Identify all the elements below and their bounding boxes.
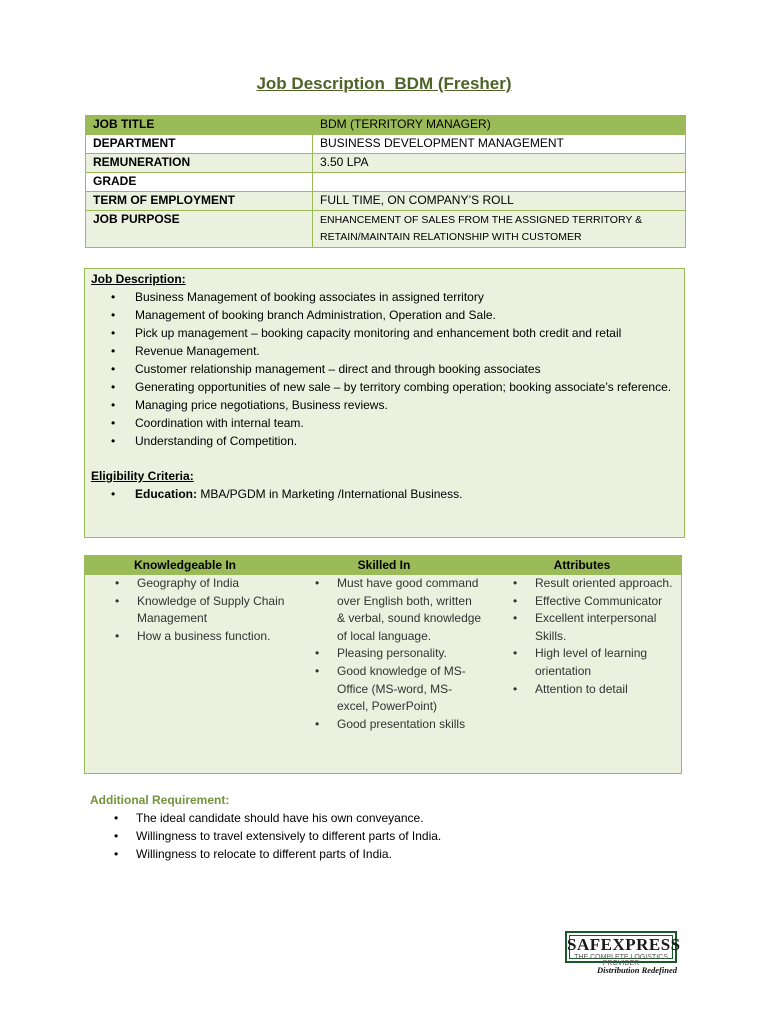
logo-tagline: THE COMPLETE LOGISTICS PROVIDER <box>574 954 668 967</box>
attributes-list <box>483 575 681 698</box>
info-value: BDM (TERRITORY MANAGER) <box>313 116 686 135</box>
job-description-box <box>84 268 685 538</box>
list-item: • Willingness to relocate to different parts of India. <box>90 845 690 863</box>
attributes-column <box>483 575 681 733</box>
knowledgeable-column <box>85 575 285 733</box>
table-row <box>86 154 686 173</box>
table-row <box>86 211 686 248</box>
list-item: • Management of booking branch Administration, Operation and Sale. <box>91 306 678 324</box>
table-row <box>86 192 686 211</box>
skilled-list <box>285 575 483 733</box>
skills-table-body <box>85 575 681 733</box>
list-item: • Generating opportunities of new sale – by territory combing operation; booking associate’s reference. <box>91 378 678 396</box>
info-value: 3.50 LPA <box>313 154 686 173</box>
job-description-heading: Job Description: <box>91 272 186 286</box>
info-value: ENHANCEMENT OF SALES FROM THE ASSIGNED TERRITORY & RETAIN/MAINTAIN RELATIONSHIP WITH CUSTOMER <box>313 211 686 248</box>
list-item: • Managing price negotiations, Business reviews. <box>91 396 678 414</box>
logo-box <box>565 931 681 967</box>
list-item: • Customer relationship management – direct and through booking associates <box>91 360 678 378</box>
skills-table <box>84 555 682 774</box>
list-item: • Understanding of Competition. <box>91 432 678 450</box>
info-key: JOB PURPOSE <box>86 211 313 248</box>
list-item: • Business Management of booking associates in assigned territory <box>91 288 678 306</box>
logo-wordmark: SAFEXPRESS <box>567 935 681 954</box>
job-description-list <box>91 288 678 450</box>
list-item <box>91 485 678 503</box>
list-item: • Good knowledge of MS-Office (MS-word, MS-excel, PowerPoint) <box>285 663 483 716</box>
knowledgeable-list <box>85 575 285 645</box>
list-item: • Attention to detail <box>483 681 681 699</box>
education-value: MBA/PGDM in Marketing /International Business. <box>197 487 463 501</box>
list-item: • The ideal candidate should have his own conveyance. <box>90 809 690 827</box>
info-key: JOB TITLE <box>86 116 313 135</box>
info-key: TERM OF EMPLOYMENT <box>86 192 313 211</box>
list-item: • Pick up management – booking capacity monitoring and enhancement both credit and retail <box>91 324 678 342</box>
list-item: • Good presentation skills <box>285 716 483 734</box>
table-row <box>86 173 686 192</box>
info-value <box>313 173 686 192</box>
skills-table-header <box>85 556 681 575</box>
header-skilled: Skilled In <box>357 558 411 572</box>
logo-slogan: Distribution Redefined <box>596 965 677 975</box>
eligibility-heading: Eligibility Criteria: <box>91 469 194 483</box>
safexpress-logo <box>565 931 681 975</box>
table-row <box>86 116 686 135</box>
header-knowledgeable: Knowledgeable In <box>133 558 236 572</box>
table-row <box>86 135 686 154</box>
additional-list <box>90 809 690 863</box>
list-item: • How a business function. <box>85 628 285 646</box>
list-item: • Coordination with internal team. <box>91 414 678 432</box>
list-item: • High level of learning orientation <box>483 645 681 680</box>
list-item: • Revenue Management. <box>91 342 678 360</box>
info-key: REMUNERATION <box>86 154 313 173</box>
info-key: DEPARTMENT <box>86 135 313 154</box>
additional-heading: Additional Requirement: <box>90 793 230 807</box>
job-info-table <box>85 115 686 248</box>
info-value: FULL TIME, ON COMPANY’S ROLL <box>313 192 686 211</box>
list-item: • Result oriented approach. <box>483 575 681 593</box>
additional-requirements <box>90 792 690 863</box>
eligibility-list <box>91 485 678 503</box>
list-item: • Excellent interpersonal Skills. <box>483 610 681 645</box>
page-title: Job Description_BDM (Fresher) <box>256 74 512 93</box>
list-item: • Willingness to travel extensively to different parts of India. <box>90 827 690 845</box>
list-item: • Must have good command over English both, written & verbal, sound knowledge of local language. <box>285 575 483 645</box>
list-item: • Knowledge of Supply Chain Management <box>85 593 285 628</box>
education-label: Education: <box>135 487 197 501</box>
header-attributes: Attributes <box>553 558 611 572</box>
list-item: • Geography of India <box>85 575 285 593</box>
info-value: BUSINESS DEVELOPMENT MANAGEMENT <box>313 135 686 154</box>
list-item: • Effective Communicator <box>483 593 681 611</box>
info-key: GRADE <box>86 173 313 192</box>
skilled-column <box>285 575 483 733</box>
list-item: • Pleasing personality. <box>285 645 483 663</box>
